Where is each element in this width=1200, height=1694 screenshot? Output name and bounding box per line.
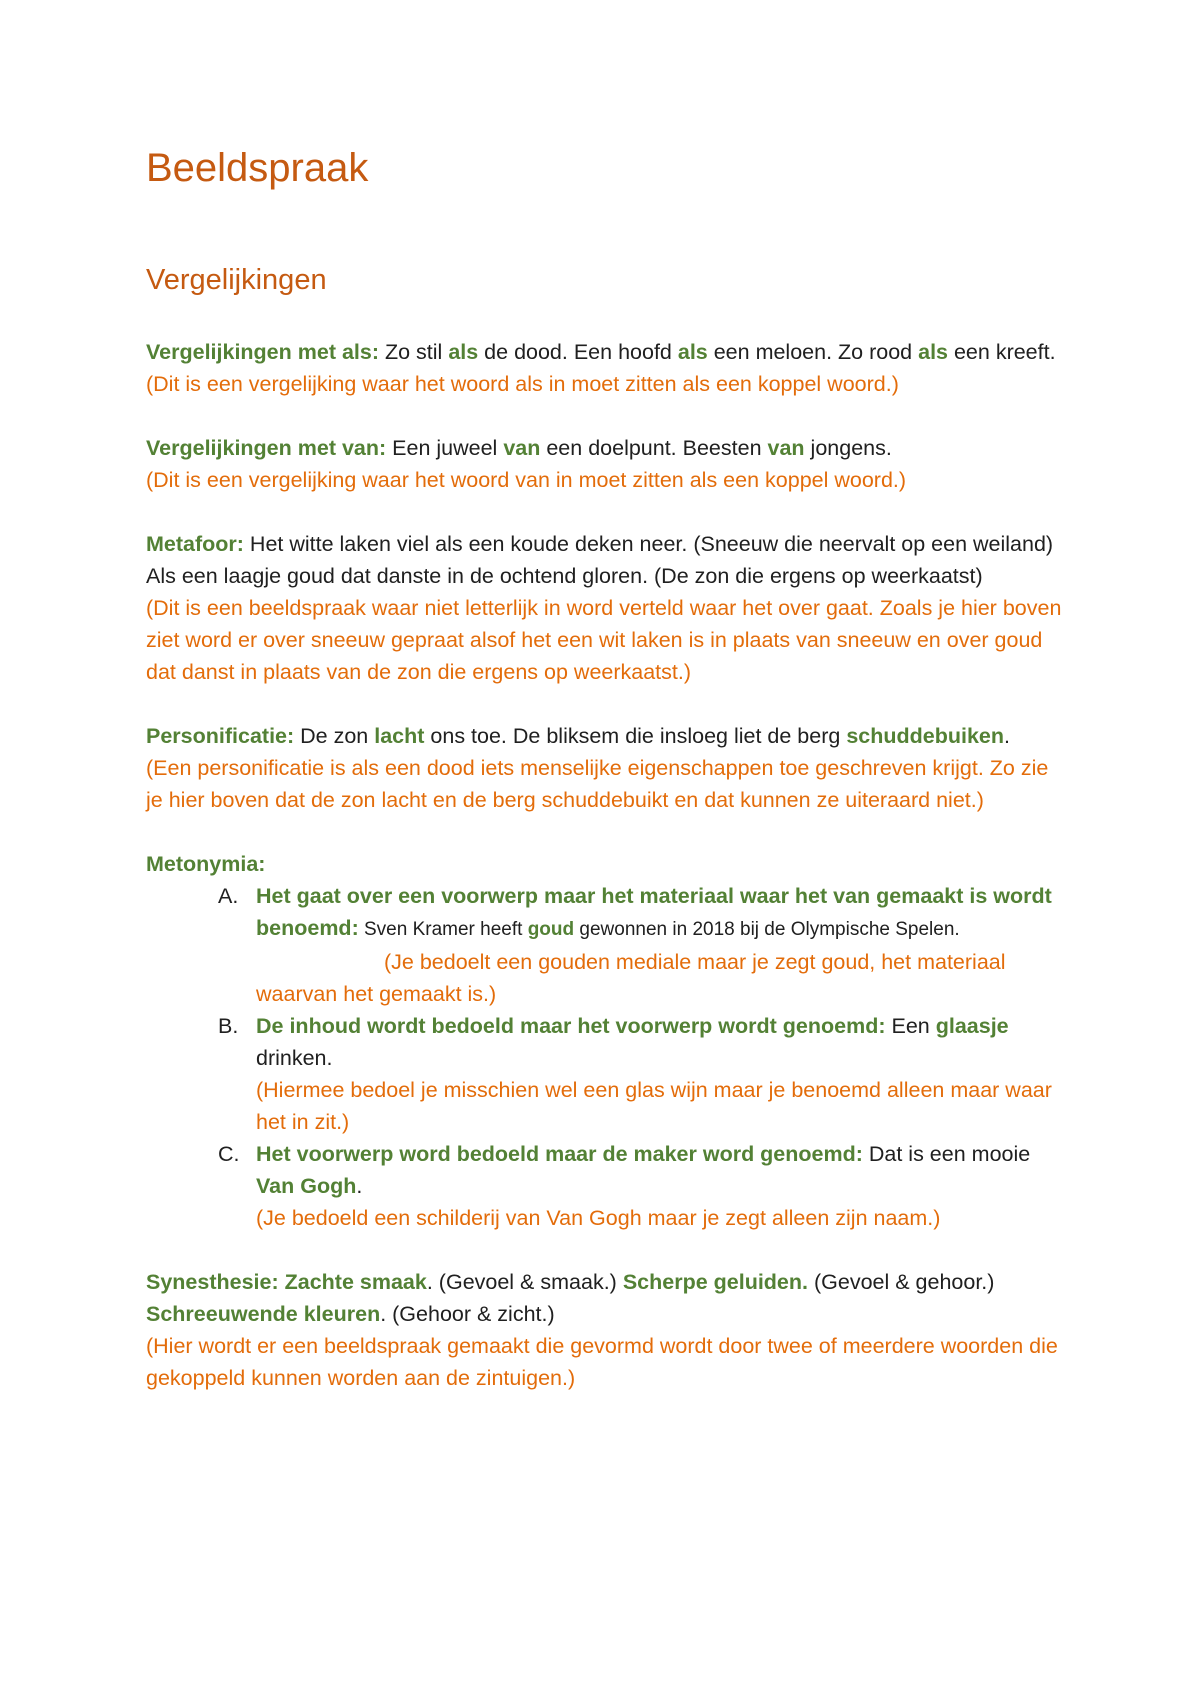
- keyword: schuddebuiken: [846, 724, 1005, 748]
- keyword: Zachte smaak: [278, 1270, 427, 1294]
- metafoor-paragraph: Metafoor: Het witte laken viel als een koude deken neer. (Sneeuw die neervalt op een weiland) Als een laagje goud dat danste in de ochtend gloren. (De zon die ergens op weerkaatst): [146, 532, 1054, 588]
- metafoor-explanation: (Dit is een beeldspraak waar niet letterlijk in word verteld waar het over gaat. Zoals je hier boven ziet word er over sneeuw gepraat alsof het een wit laken is in plaats van sneeuw en over goud dat danst in plaats van de zon die ergens op weerkaatst.): [146, 596, 1062, 684]
- synesthesie-label: Synesthesie:: [146, 1270, 279, 1294]
- metonymia-label: Metonymia:: [146, 852, 266, 876]
- list-marker: A.: [218, 884, 239, 908]
- list-item: B. De inhoud wordt bedoeld maar het voorwerp wordt genoemd: Een glaasje drinken. (Hiermee bedoel je misschien wel een glas wijn maar je benoemd alleen maar waar het in zit.): [146, 1010, 1066, 1138]
- keyword: Van Gogh: [256, 1174, 357, 1198]
- keyword: glaasje: [935, 1014, 1009, 1038]
- section-metonymia: [146, 848, 1066, 1234]
- keyword: als: [677, 340, 708, 364]
- personificatie-paragraph: Personificatie: De zon lacht ons toe. De bliksem die insloeg liet de berg schuddebuiken.: [146, 724, 1010, 748]
- page-title: Beeldspraak: [146, 146, 369, 190]
- synesthesie-paragraph: Synesthesie: Zachte smaak. (Gevoel & smaak.) Scherpe geluiden. (Gevoel & gehoor.) Schreeuwende kleuren. (Gehoor & zicht.): [146, 1270, 995, 1326]
- keyword: goud: [527, 919, 575, 940]
- keyword: als: [918, 340, 948, 364]
- van-explanation: (Dit is een vergelijking waar het woord van in moet zitten als een koppel woord.): [146, 468, 907, 492]
- metafoor-label: Metafoor:: [146, 532, 244, 556]
- document-body: [146, 336, 1066, 1426]
- metonymia-list: [146, 880, 1066, 1234]
- keyword: Schreeuwende kleuren: [146, 1302, 381, 1326]
- list-item-explanation: (Hiermee bedoel je misschien wel een glas wijn maar je benoemd alleen maar waar het in zit.): [256, 1078, 1052, 1134]
- section-synesthesie: [146, 1266, 1066, 1394]
- list-item: A. Het gaat over een voorwerp maar het materiaal waar het van gemaakt is wordt benoemd: Sven Kramer heeft goud gewonnen in 2018 bij de Olympische Spelen.(Je bedoelt een gouden mediale maar je zegt goud, het materiaal waarvan het gemaakt is.): [146, 880, 1066, 1010]
- als-label: Vergelijkingen met als:: [146, 340, 380, 364]
- van-paragraph: Vergelijkingen met van: Een juweel van een doelpunt. Beesten van jongens.: [146, 436, 892, 460]
- list-item-heading: Het gaat over een voorwerp maar het materiaal waar het van gemaakt is wordt benoemd:: [256, 884, 1052, 940]
- als-paragraph: Vergelijkingen met als: Zo stil als de dood. Een hoofd als een meloen. Zo rood als een kreeft.: [146, 340, 1056, 364]
- section-heading: Vergelijkingen: [146, 264, 327, 296]
- personificatie-explanation: (Een personificatie is als een dood iets menselijke eigenschappen toe geschreven krijgt. Zo zie je hier boven dat de zon lacht en de berg schuddebuikt en dat kunnen ze uiteraard niet.): [146, 756, 1049, 812]
- section-vergelijkingen-als: [146, 336, 1066, 400]
- als-explanation: (Dit is een vergelijking waar het woord als in moet zitten als een koppel woord.): [146, 372, 899, 396]
- synesthesie-explanation: (Hier wordt er een beeldspraak gemaakt die gevormd wordt door twee of meerdere woorden die gekoppeld kunnen worden aan de zintuigen.): [146, 1334, 1058, 1390]
- section-personificatie: [146, 720, 1066, 816]
- keyword: lacht: [374, 724, 425, 748]
- list-item-heading: Het voorwerp word bedoeld maar de maker word genoemd:: [256, 1142, 863, 1166]
- list-item-explanation: (Je bedoelt een gouden mediale maar je zegt goud, het materiaal waarvan het gemaakt is.): [256, 950, 1006, 1006]
- van-label: Vergelijkingen met van:: [146, 436, 387, 460]
- personificatie-label: Personificatie:: [146, 724, 295, 748]
- list-item: C. Het voorwerp word bedoeld maar de maker word genoemd: Dat is een mooie Van Gogh. (Je bedoeld een schilderij van Van Gogh maar je zegt alleen zijn naam.): [146, 1138, 1066, 1234]
- list-item-explanation: (Je bedoeld een schilderij van Van Gogh maar je zegt alleen zijn naam.): [256, 1206, 941, 1230]
- keyword: als: [448, 340, 479, 364]
- section-vergelijkingen-van: [146, 432, 1066, 496]
- section-metafoor: [146, 528, 1066, 688]
- list-item-heading: De inhoud wordt bedoeld maar het voorwerp wordt genoemd:: [256, 1014, 886, 1038]
- keyword: van: [767, 436, 805, 460]
- list-marker: B.: [218, 1014, 239, 1038]
- keyword: Scherpe geluiden.: [622, 1270, 808, 1294]
- list-marker: C.: [218, 1142, 240, 1166]
- keyword: van: [503, 436, 541, 460]
